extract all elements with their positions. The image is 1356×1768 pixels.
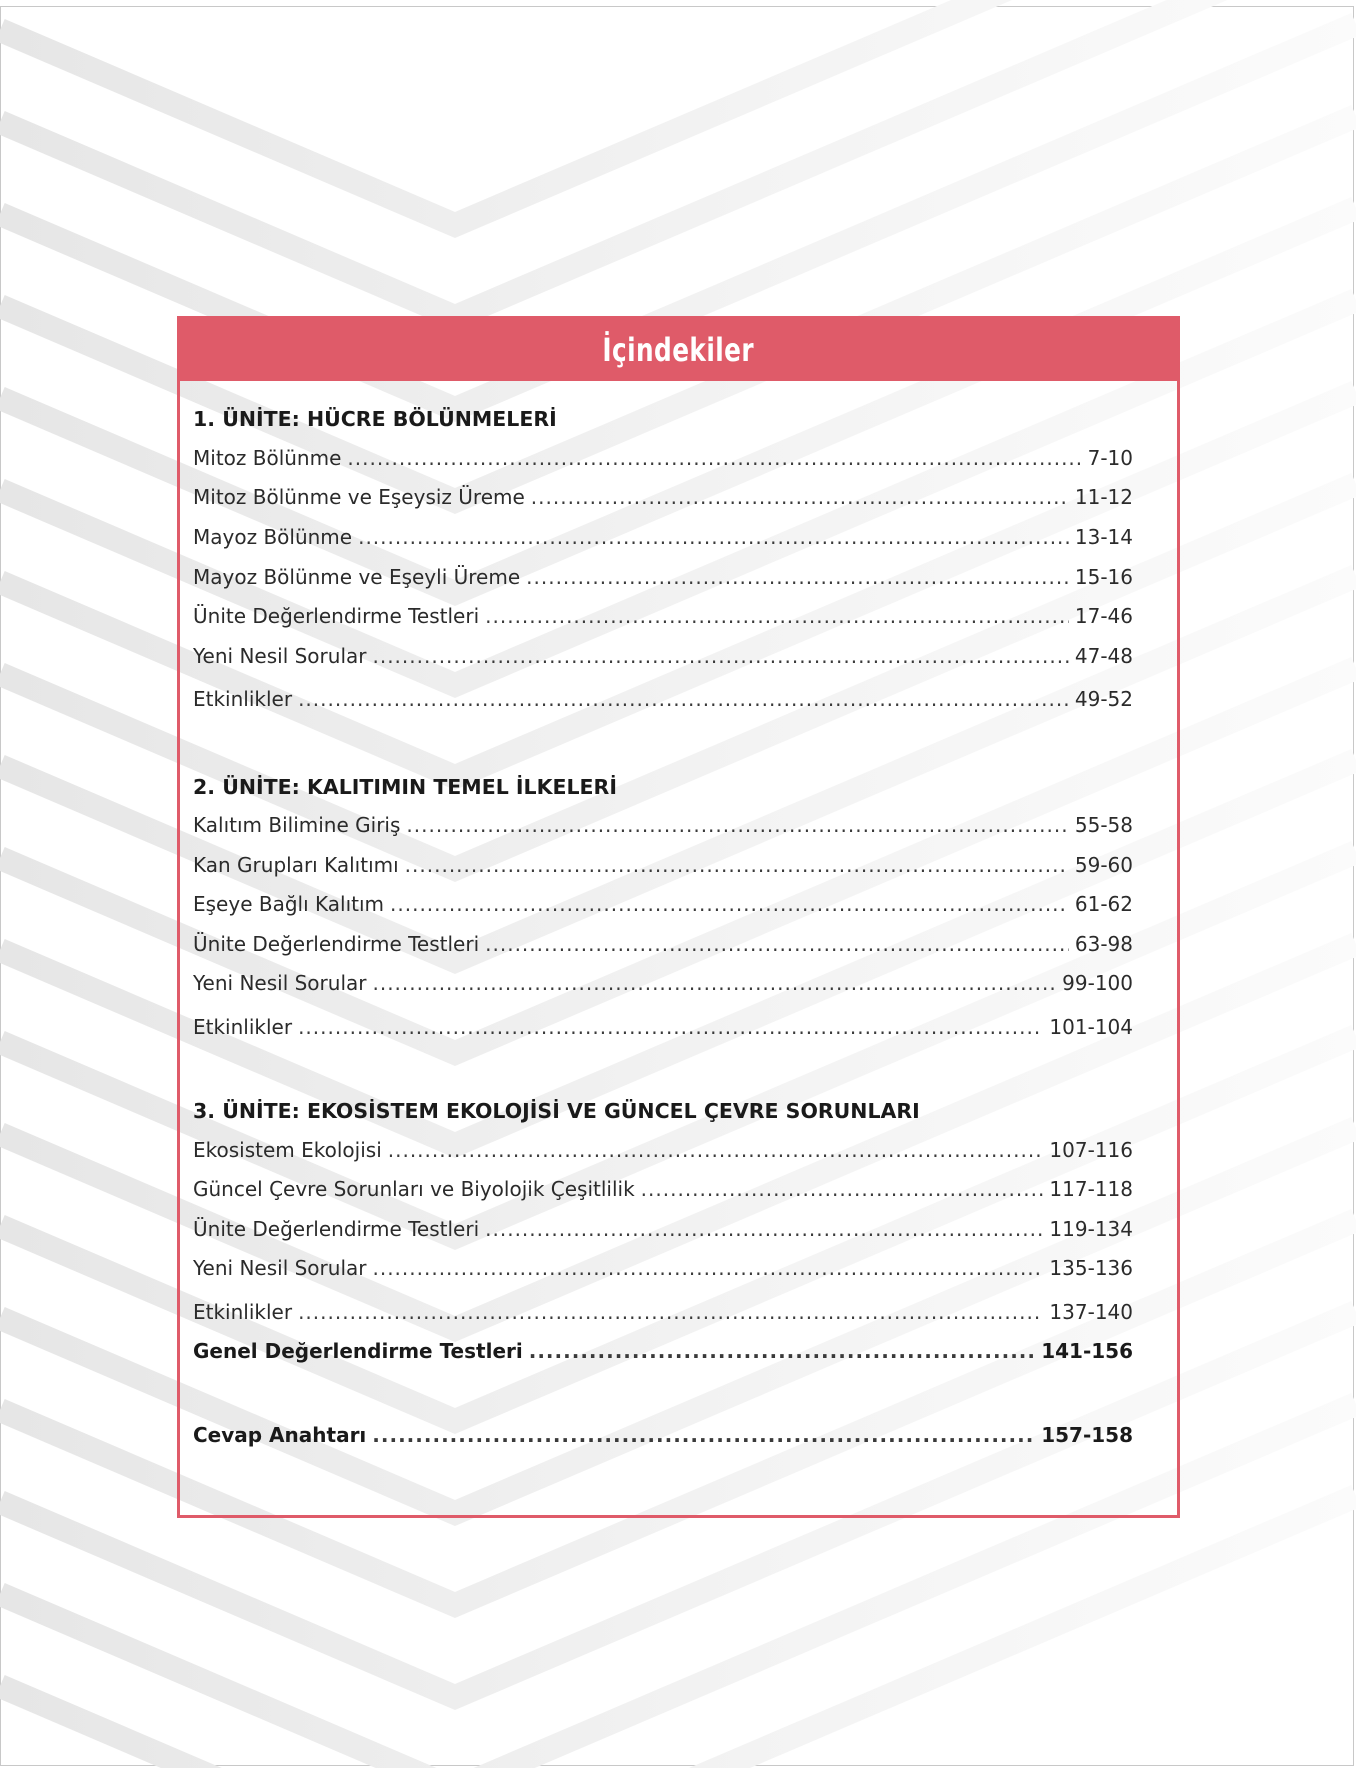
entry-pages: 119-134 <box>1049 1217 1133 1241</box>
entry-pages: 157-158 <box>1041 1423 1133 1447</box>
dot-leader <box>388 1136 1044 1164</box>
entry-label: Ünite Değerlendirme Testleri <box>193 604 480 628</box>
chevron-stripe <box>0 1496 1356 1768</box>
dot-leader <box>298 685 1069 713</box>
dot-leader <box>372 969 1056 997</box>
entry-pages: 141-156 <box>1041 1339 1133 1363</box>
dot-leader <box>529 1337 1035 1365</box>
dot-leader <box>372 1254 1043 1282</box>
entry-pages: 7-10 <box>1087 446 1133 470</box>
dot-leader <box>372 1421 1035 1449</box>
entry-label: Etkinlikler <box>193 1300 293 1324</box>
dot-leader <box>298 1013 1043 1041</box>
entry-pages: 49-52 <box>1074 687 1133 711</box>
dot-leader <box>390 890 1069 918</box>
entry-pages: 117-118 <box>1049 1177 1133 1201</box>
toc-entry[interactable] <box>193 1175 1133 1203</box>
unit-3-title: 3. ÜNİTE: EKOSİSTEM EKOLOJİSİ VE GÜNCEL ÇEVRE SORUNLARI <box>193 1099 920 1123</box>
dot-leader <box>485 930 1069 958</box>
entry-label: Ünite Değerlendirme Testleri <box>193 1217 480 1241</box>
toc-entry-answer-key[interactable] <box>193 1421 1133 1449</box>
toc-entry[interactable] <box>193 602 1133 630</box>
entry-label: Yeni Nesil Sorular <box>193 1256 367 1280</box>
entry-label: Mayoz Bölünme ve Eşeyli Üreme <box>193 565 521 589</box>
toc-entry[interactable] <box>193 930 1133 958</box>
entry-pages: 55-58 <box>1074 813 1133 837</box>
dot-leader <box>526 563 1069 591</box>
dot-leader <box>485 602 1069 630</box>
entry-label: Ekosistem Ekolojisi <box>193 1138 382 1162</box>
toc-entry[interactable] <box>193 642 1133 670</box>
toc-entry[interactable] <box>193 1298 1133 1326</box>
toc-entry[interactable] <box>193 969 1133 997</box>
entry-label: Ünite Değerlendirme Testleri <box>193 932 480 956</box>
entry-pages: 15-16 <box>1074 565 1133 589</box>
dot-leader <box>358 523 1069 551</box>
toc-entry[interactable] <box>193 851 1133 879</box>
toc-title: İçindekiler <box>602 331 755 369</box>
entry-pages: 99-100 <box>1062 971 1133 995</box>
toc-entry[interactable] <box>193 483 1133 511</box>
entry-pages: 59-60 <box>1074 853 1133 877</box>
entry-label: Yeni Nesil Sorular <box>193 644 367 668</box>
toc-header-bar <box>180 319 1177 381</box>
toc-entry[interactable] <box>193 685 1133 713</box>
entry-label: Kalıtım Bilimine Giriş <box>193 813 401 837</box>
dot-leader <box>347 444 1081 472</box>
entry-pages: 135-136 <box>1049 1256 1133 1280</box>
dot-leader <box>405 851 1069 879</box>
entry-pages: 101-104 <box>1049 1015 1133 1039</box>
dot-leader <box>485 1215 1043 1243</box>
chevron-stripe <box>0 0 1356 317</box>
toc-entry[interactable] <box>193 563 1133 591</box>
entry-pages: 137-140 <box>1049 1300 1133 1324</box>
entry-label: Etkinlikler <box>193 687 293 711</box>
unit-1-title: 1. ÜNİTE: HÜCRE BÖLÜNMELERİ <box>193 407 557 431</box>
toc-entry-general-tests[interactable] <box>193 1337 1133 1365</box>
dot-leader <box>531 483 1069 511</box>
entry-pages: 13-14 <box>1074 525 1133 549</box>
unit-2-title: 2. ÜNİTE: KALITIMIN TEMEL İLKELERİ <box>193 775 617 799</box>
dot-leader <box>298 1298 1043 1326</box>
entry-label: Eşeye Bağlı Kalıtım <box>193 892 385 916</box>
entry-label: Mitoz Bölünme ve Eşeysiz Üreme <box>193 485 525 509</box>
entry-label: Etkinlikler <box>193 1015 293 1039</box>
dot-leader <box>641 1175 1044 1203</box>
entry-label: Mitoz Bölünme <box>193 446 342 470</box>
dot-leader <box>406 811 1068 839</box>
entry-label: Kan Grupları Kalıtımı <box>193 853 399 877</box>
toc-entry[interactable] <box>193 811 1133 839</box>
entry-label: Cevap Anahtarı <box>193 1423 367 1447</box>
entry-label: Mayoz Bölünme <box>193 525 353 549</box>
entry-pages: 61-62 <box>1074 892 1133 916</box>
toc-entry[interactable] <box>193 1215 1133 1243</box>
entry-pages: 107-116 <box>1049 1138 1133 1162</box>
entry-pages: 63-98 <box>1074 932 1133 956</box>
toc-entry[interactable] <box>193 1013 1133 1041</box>
toc-entry[interactable] <box>193 890 1133 918</box>
entry-pages: 17-46 <box>1074 604 1133 628</box>
dot-leader <box>372 642 1068 670</box>
toc-entry[interactable] <box>193 1254 1133 1282</box>
entry-label: Yeni Nesil Sorular <box>193 971 367 995</box>
toc-entry[interactable] <box>193 523 1133 551</box>
toc-entry[interactable] <box>193 1136 1133 1164</box>
entry-pages: 47-48 <box>1074 644 1133 668</box>
entry-label: Güncel Çevre Sorunları ve Biyolojik Çeşitlilik <box>193 1177 635 1201</box>
entry-pages: 11-12 <box>1074 485 1133 509</box>
toc-entry[interactable] <box>193 444 1133 472</box>
entry-label: Genel Değerlendirme Testleri <box>193 1339 523 1363</box>
